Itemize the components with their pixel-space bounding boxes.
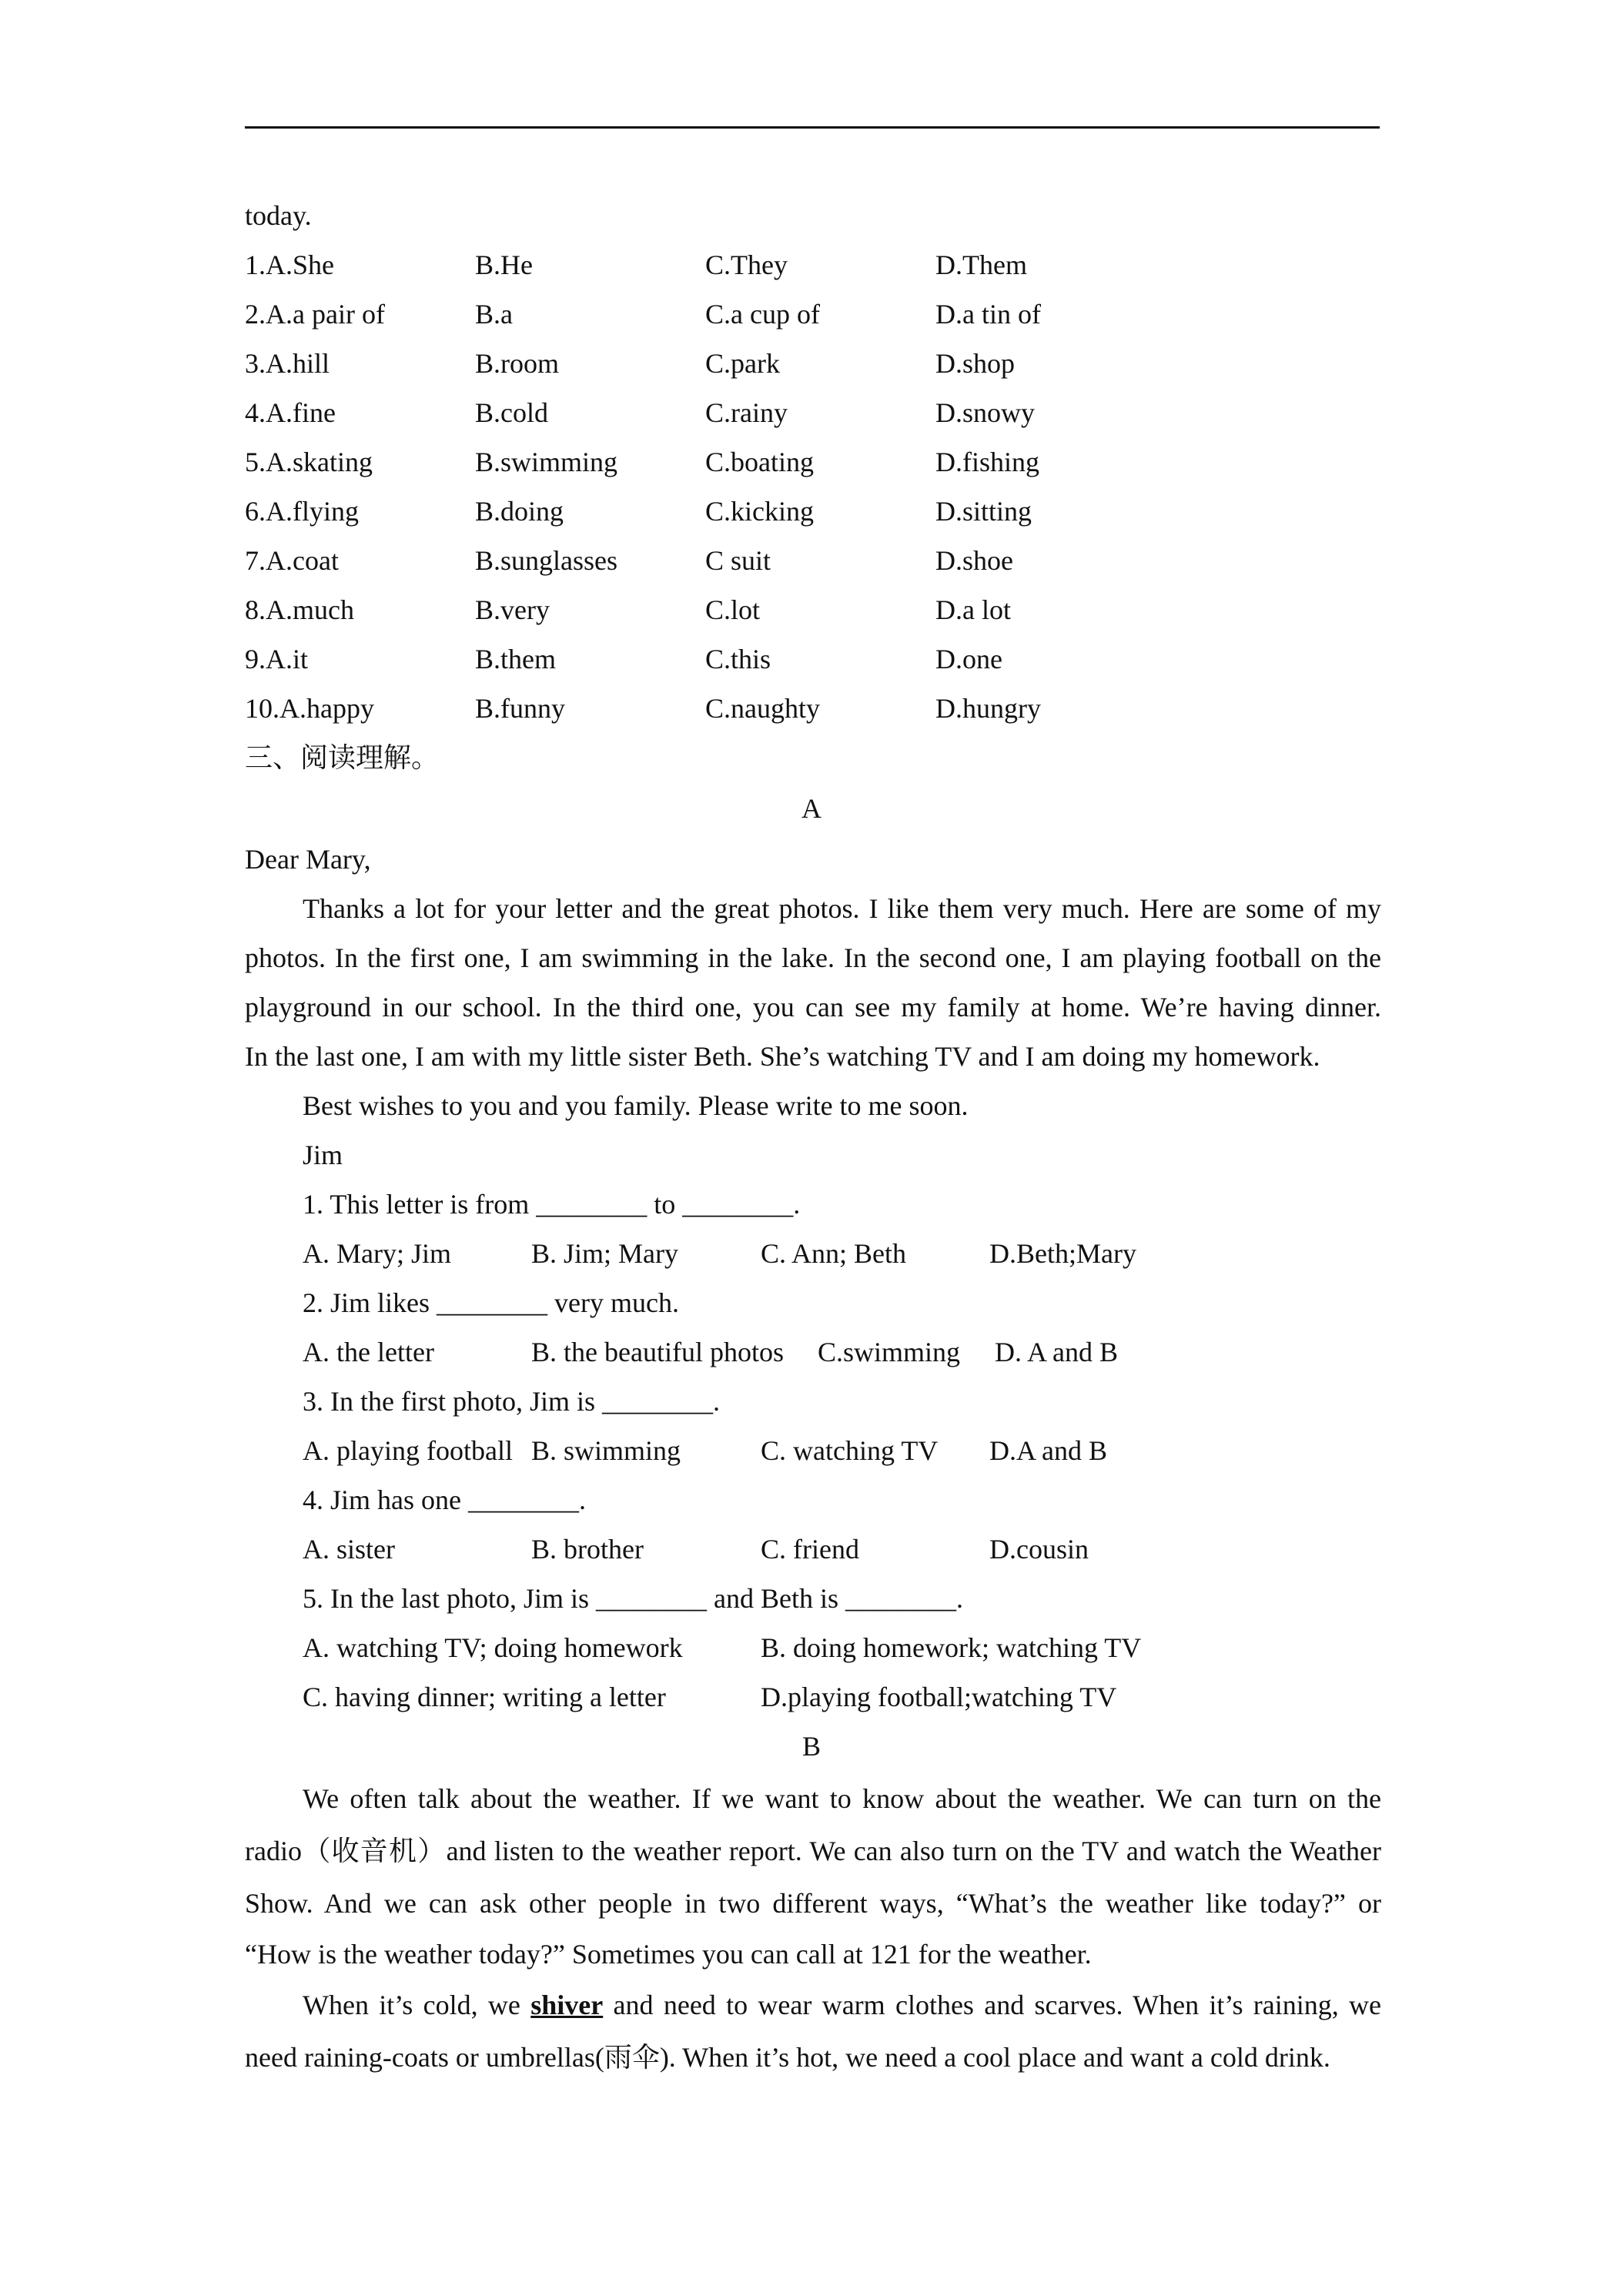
answer-option: B. Jim; Mary [531,1238,679,1269]
option-b: B.doing [475,496,564,527]
answer-option: C. friend [761,1534,859,1565]
letter-signature: Jim [303,1140,343,1170]
option-b: B.funny [475,693,565,724]
passage-line [303,1988,1381,2022]
passage-line: need raining-coats or umbrellas(雨伞). When it’s hot, we need a cool place and want a cold drink. [245,2042,1330,2073]
question-5: 5. In the last photo, Jim is ________ and Beth is ________. [303,1583,963,1614]
option-d: D.one [935,644,1002,674]
option-a: 9.A.it [245,644,309,674]
passage-line: Thanks a lot for your letter and the great photos. I like them very much. Here are some of my [303,893,1381,924]
answer-option: A. watching TV; doing homework [303,1632,683,1663]
option-c: C.kicking [705,496,814,527]
option-a: 2.A.a pair of [245,299,385,330]
passage-text: When it’s cold, we [303,1990,520,2020]
question-2: 2. Jim likes ________ very much. [303,1287,679,1318]
answer-option: D.Beth;Mary [989,1238,1136,1269]
answer-option: A. sister [303,1534,395,1565]
passage-line: We often talk about the weather. If we want to know about the weather. We can turn on the [303,1783,1381,1814]
option-b: B.He [475,249,533,280]
cloze-tail: today. [245,200,312,231]
section-title: 三、阅读理解。 [245,742,440,773]
option-d: D.snowy [935,397,1036,428]
option-d: D.a tin of [935,299,1041,330]
option-c: C.They [705,249,788,280]
option-d: D.hungry [935,693,1041,724]
answer-option: D.cousin [989,1534,1089,1565]
option-a: 5.A.skating [245,447,373,477]
option-c: C.naughty [705,693,820,724]
option-b: B.very [475,594,550,625]
passage-line: Show. And we can ask other people in two different ways, “What’s the weather like today?” or [245,1888,1381,1919]
option-a: 10.A.happy [245,693,374,724]
passage-line: playground in our school. In the third one, you can see my family at home. We’re having dinner. [245,992,1381,1022]
answer-option: C. watching TV [761,1435,939,1466]
option-d: D.fishing [935,447,1039,477]
option-a: 1.A.She [245,249,334,280]
question-1: 1. This letter is from ________ to ________. [303,1189,801,1220]
option-b: B.them [475,644,556,674]
header-rule [245,126,1380,129]
answer-option: D.A and B [989,1435,1107,1466]
letter-greeting: Dear Mary, [245,844,371,875]
option-c: C.a cup of [705,299,820,330]
answer-option: C. Ann; Beth [761,1238,907,1269]
option-d: D.shoe [935,545,1013,576]
passage-line: “How is the weather today?” Sometimes you can call at 121 for the weather. [245,1939,1092,1970]
answer-option: B. brother [531,1534,644,1565]
option-d: D.shop [935,348,1016,379]
passage-a-label: A [801,793,822,824]
answer-option: D. A and B [995,1337,1119,1367]
option-a: 4.A.fine [245,397,336,428]
option-c: C suit [705,545,771,576]
letter-closing: Best wishes to you and you family. Please write to me soon. [303,1090,969,1121]
keyword-shiver: shiver [530,1990,604,2020]
option-c: C.boating [705,447,814,477]
option-c: C.this [705,644,771,674]
answer-option: A. the letter [303,1337,434,1367]
option-b: B.cold [475,397,548,428]
option-a: 6.A.flying [245,496,359,527]
option-a: 8.A.much [245,594,354,625]
answer-option: C. having dinner; writing a letter [303,1682,666,1712]
passage-text: and need to wear warm clothes and scarves. When it’s raining, we [613,1990,1382,2020]
passage-line: In the last one, I am with my little sister Beth. She’s watching TV and I am doing my homework. [245,1041,1320,1072]
option-c: C.rainy [705,397,788,428]
option-c: C.park [705,348,780,379]
option-d: D.a lot [935,594,1011,625]
answer-option: B. swimming [531,1435,681,1466]
option-b: B.sunglasses [475,545,618,576]
passage-line: photos. In the first one, I am swimming in the lake. In the second one, I am playing football on the [245,942,1381,973]
passage-b-label: B [801,1731,821,1762]
answer-option: A. playing football [303,1435,513,1466]
option-a: 3.A.hill [245,348,330,379]
option-d: D.sitting [935,496,1032,527]
question-4: 4. Jim has one ________. [303,1484,586,1515]
answer-option: C.swimming [818,1337,961,1367]
passage-line: radio（收音机）and listen to the weather report. We can also turn on the TV and watch the Weather [245,1836,1381,1866]
option-b: B.swimming [475,447,618,477]
answer-option: A. Mary; Jim [303,1238,451,1269]
answer-option: D.playing football;watching TV [761,1682,1117,1712]
option-b: B.a [475,299,513,330]
option-c: C.lot [705,594,761,625]
option-d: D.Them [935,249,1027,280]
option-a: 7.A.coat [245,545,339,576]
question-3: 3. In the first photo, Jim is ________. [303,1386,720,1417]
answer-option: B. doing homework; watching TV [761,1632,1142,1663]
answer-option: B. the beautiful photos [531,1337,784,1367]
option-b: B.room [475,348,560,379]
